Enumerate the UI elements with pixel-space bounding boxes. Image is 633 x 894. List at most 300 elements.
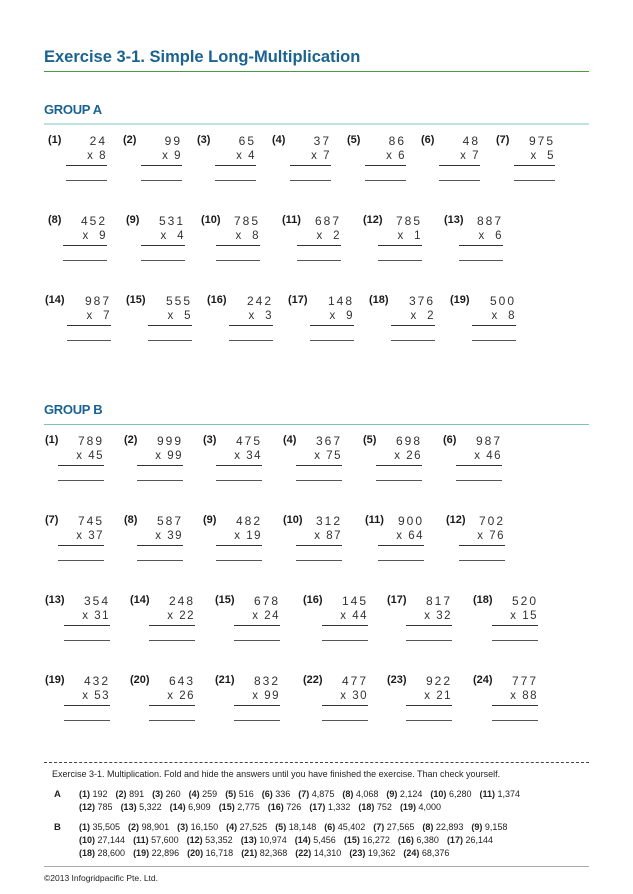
product-line [514, 165, 555, 166]
problem-number: (20) [130, 674, 150, 686]
multiplicand: 452 [80, 214, 107, 228]
answer-blank[interactable] [215, 180, 256, 181]
answer-blank[interactable] [149, 720, 195, 721]
answer-blank[interactable] [290, 180, 331, 181]
answers-b-label: B [54, 822, 61, 833]
answer-blank[interactable] [456, 480, 502, 481]
problem-number: (8) [124, 514, 138, 526]
answer-value: 28,600 [97, 848, 126, 858]
multiplicand: 242 [246, 294, 273, 308]
answer-blank[interactable] [66, 180, 107, 181]
product-line [456, 465, 502, 466]
answer-value: 10,974 [259, 835, 287, 845]
problem [283, 434, 353, 494]
answer-item [116, 789, 145, 799]
product-line [378, 545, 424, 546]
multiplicand: 65 [238, 134, 256, 148]
multiplicand: 520 [511, 594, 538, 608]
answer-number: (3) [177, 822, 189, 832]
multiplicand: 922 [425, 674, 452, 688]
problem-number: (3) [197, 134, 211, 146]
problem [124, 514, 194, 574]
problem-number: (17) [288, 294, 308, 306]
problem [130, 594, 200, 654]
answer-item [79, 789, 108, 799]
problem [45, 434, 115, 494]
multiplier: x 5 [530, 150, 555, 162]
multiplicand: 37 [313, 134, 331, 148]
product-line [141, 165, 182, 166]
problem-number: (11) [365, 514, 384, 526]
answer-item [403, 848, 449, 858]
multiplicand: 785 [233, 214, 260, 228]
problem-number: (19) [45, 674, 65, 686]
answer-item [349, 848, 395, 858]
answer-number: (12) [79, 802, 96, 812]
product-line [296, 465, 342, 466]
answer-item [79, 835, 125, 845]
multiplicand: 145 [341, 594, 368, 608]
answer-number: (8) [342, 789, 354, 799]
answer-blank[interactable] [459, 560, 505, 561]
copyright: ©2013 Infogridpacific Pte. Ltd. [44, 873, 158, 883]
product-line [63, 245, 107, 246]
multiplier: x 26 [394, 450, 422, 462]
answer-value: 6,909 [188, 802, 211, 812]
product-line [406, 625, 452, 626]
answer-item [430, 789, 471, 799]
answer-number: (24) [403, 848, 420, 858]
problem-number: (21) [215, 674, 235, 686]
product-line [216, 545, 262, 546]
multiplicand: 687 [314, 214, 341, 228]
problem-number: (24) [473, 674, 493, 686]
multiplier: x 24 [252, 610, 280, 622]
answer-item [79, 822, 120, 832]
problem [303, 674, 373, 734]
multiplier: x 7 [460, 150, 480, 162]
product-line [459, 545, 505, 546]
answer-blank[interactable] [322, 640, 368, 641]
answer-blank[interactable] [310, 340, 354, 341]
answer-item [422, 822, 463, 832]
answer-blank[interactable] [459, 260, 503, 261]
answer-value: 27,525 [239, 822, 268, 832]
problem [347, 134, 417, 194]
answer-item [295, 848, 341, 858]
product-line [149, 705, 195, 706]
answer-blank[interactable] [439, 180, 480, 181]
answer-number: (12) [186, 835, 203, 845]
multiplier: x 99 [252, 690, 280, 702]
multiplicand: 86 [388, 134, 406, 148]
answer-number: (8) [422, 822, 434, 832]
answer-number: (19) [133, 848, 150, 858]
product-line [406, 705, 452, 706]
answer-blank[interactable] [376, 480, 422, 481]
answer-value: 98,901 [141, 822, 170, 832]
product-line [459, 245, 503, 246]
problem [363, 434, 433, 494]
answer-value: 16,150 [190, 822, 219, 832]
problem [126, 294, 196, 354]
problem [446, 514, 516, 574]
multiplier: x 4 [236, 150, 256, 162]
answer-blank[interactable] [216, 560, 262, 561]
multiplicand: 24 [89, 134, 107, 148]
multiplicand: 354 [83, 594, 110, 608]
problem-number: (4) [272, 134, 286, 146]
answer-item [225, 789, 254, 799]
multiplier: x 2 [316, 230, 341, 242]
problem-number: (5) [347, 134, 361, 146]
answer-value: 1,374 [497, 789, 521, 799]
problem [288, 294, 358, 354]
product-line [365, 165, 406, 166]
product-line [149, 625, 195, 626]
problem-number: (12) [446, 514, 466, 526]
answer-value: 5,322 [139, 802, 162, 812]
problem [48, 134, 118, 194]
problem [215, 674, 285, 734]
answer-value: 785 [97, 802, 113, 812]
answer-blank[interactable] [63, 260, 107, 261]
answer-number: (9) [386, 789, 398, 799]
answer-item [309, 802, 350, 812]
multiplicand: 999 [156, 434, 183, 448]
problem-number: (18) [473, 594, 493, 606]
answer-blank[interactable] [64, 640, 110, 641]
problem-number: (15) [215, 594, 235, 606]
problem [282, 214, 352, 274]
multiplicand: 500 [489, 294, 516, 308]
answer-item [219, 802, 260, 812]
multiplicand: 555 [165, 294, 192, 308]
problem-number: (13) [45, 594, 65, 606]
problem-number: (3) [203, 434, 217, 446]
answers-b-line-2 [79, 835, 501, 845]
answer-number: (14) [294, 835, 311, 845]
answer-item [241, 848, 287, 858]
answer-number: (6) [324, 822, 336, 832]
answer-blank[interactable] [234, 640, 280, 641]
answer-item [133, 848, 179, 858]
multiplier: x 34 [234, 450, 262, 462]
answer-item [226, 822, 267, 832]
answer-value: 1,332 [327, 802, 351, 812]
answer-item [262, 789, 291, 799]
answer-value: 5,456 [313, 835, 336, 845]
answers-a-line-2 [79, 802, 449, 812]
product-line [310, 325, 354, 326]
problem-number: (15) [126, 294, 146, 306]
answer-value: 35,505 [92, 822, 121, 832]
multiplicand: 987 [84, 294, 111, 308]
product-line [216, 245, 260, 246]
answer-value: 22,896 [151, 848, 180, 858]
multiplier: x 87 [314, 530, 342, 542]
answer-blank[interactable] [406, 640, 452, 641]
answer-item [298, 789, 334, 799]
answer-item [121, 802, 162, 812]
answer-blank[interactable] [492, 640, 538, 641]
multiplier: x 45 [76, 450, 104, 462]
answer-item [447, 835, 493, 845]
answer-blank[interactable] [58, 560, 104, 561]
multiplicand: 789 [77, 434, 104, 448]
multiplier: x 9 [162, 150, 182, 162]
answer-number: (5) [275, 822, 287, 832]
product-line [141, 245, 185, 246]
answer-blank[interactable] [322, 720, 368, 721]
multiplier: x 3 [248, 310, 273, 322]
answer-number: (10) [430, 789, 447, 799]
multiplier: x 9 [82, 230, 107, 242]
problem-number: (8) [48, 214, 62, 226]
answer-number: (19) [399, 802, 416, 812]
problem-number: (2) [123, 134, 137, 146]
problem [123, 134, 193, 194]
answer-item [471, 822, 507, 832]
answer-blank[interactable] [297, 260, 341, 261]
multiplier: x 1 [397, 230, 422, 242]
answer-item [241, 835, 287, 845]
answer-item [187, 835, 233, 845]
problem-number: (6) [421, 134, 435, 146]
product-line [376, 465, 422, 466]
answer-value: 27,144 [97, 835, 126, 845]
multiplier: x 32 [424, 610, 452, 622]
problem [215, 594, 285, 654]
answer-value: 14,310 [313, 848, 342, 858]
answer-blank[interactable] [472, 340, 516, 341]
answer-item [170, 802, 211, 812]
problem [201, 214, 271, 274]
multiplicand: 975 [528, 134, 555, 148]
problem-number: (10) [201, 214, 221, 226]
answer-blank[interactable] [141, 260, 185, 261]
answer-number: (16) [397, 835, 414, 845]
answer-item [189, 789, 218, 799]
product-line [234, 625, 280, 626]
multiplier: x 4 [160, 230, 185, 242]
problem [473, 594, 543, 654]
answer-blank[interactable] [365, 180, 406, 181]
answer-item [398, 835, 439, 845]
answer-number: (15) [218, 802, 235, 812]
answer-blank[interactable] [141, 180, 182, 181]
product-line [229, 325, 273, 326]
answer-item [133, 835, 179, 845]
problem [450, 294, 520, 354]
problem-number: (13) [444, 214, 464, 226]
answer-number: (17) [309, 802, 326, 812]
answer-value: 192 [92, 789, 108, 799]
answer-value: 53,352 [205, 835, 233, 845]
answer-blank[interactable] [148, 340, 192, 341]
answer-blank[interactable] [391, 340, 435, 341]
answer-number: (14) [169, 802, 186, 812]
answer-blank[interactable] [296, 480, 342, 481]
answers-intro: Exercise 3-1. Multiplication. Fold and hide the answers until you have finished the exercise. Than check yourself. [52, 769, 501, 779]
multiplicand: 643 [168, 674, 195, 688]
problem-number: (23) [387, 674, 407, 686]
multiplicand: 367 [315, 434, 342, 448]
answer-blank[interactable] [67, 340, 111, 341]
title-divider [44, 71, 589, 72]
answer-number: (13) [120, 802, 137, 812]
problem [203, 514, 273, 574]
problem [45, 674, 115, 734]
product-line [472, 325, 516, 326]
multiplicand: 587 [156, 514, 183, 528]
multiplier: x 31 [82, 610, 110, 622]
answer-blank[interactable] [492, 720, 538, 721]
multiplicand: 248 [168, 594, 195, 608]
answer-value: 4,875 [311, 789, 335, 799]
multiplier: x 8 [87, 150, 107, 162]
problem-number: (1) [48, 134, 62, 146]
multiplier: x 6 [478, 230, 503, 242]
problem [130, 674, 200, 734]
answer-blank[interactable] [514, 180, 555, 181]
problem [496, 134, 566, 194]
answer-item [344, 835, 390, 845]
problem-number: (16) [207, 294, 227, 306]
answer-blank[interactable] [137, 560, 183, 561]
multiplier: x 5 [167, 310, 192, 322]
multiplicand: 475 [235, 434, 262, 448]
multiplier: x 53 [82, 690, 110, 702]
answer-blank[interactable] [378, 560, 424, 561]
answer-number: (22) [295, 848, 312, 858]
multiplier: x 64 [396, 530, 424, 542]
product-line [215, 165, 256, 166]
answer-number: (10) [79, 835, 96, 845]
product-line [391, 325, 435, 326]
product-line [378, 245, 422, 246]
problem [45, 514, 115, 574]
answer-item [479, 789, 520, 799]
answer-value: 6,280 [448, 789, 472, 799]
answer-value: 16,718 [205, 848, 234, 858]
problem-number: (7) [45, 514, 59, 526]
problem [45, 294, 115, 354]
answer-blank[interactable] [378, 260, 422, 261]
problem-number: (16) [303, 594, 323, 606]
answer-value: 27,565 [386, 822, 415, 832]
product-line [322, 705, 368, 706]
answers-b-line-3 [79, 848, 457, 858]
fold-line [44, 762, 589, 763]
multiplier: x 2 [410, 310, 435, 322]
answer-item [79, 802, 113, 812]
multiplier: x 26 [167, 690, 195, 702]
answer-value: 4,000 [418, 802, 441, 812]
problem-number: (11) [282, 214, 301, 226]
footer-divider [44, 866, 589, 867]
answer-value: 19,362 [367, 848, 396, 858]
multiplier: x 19 [234, 530, 262, 542]
problem [48, 214, 118, 274]
answer-number: (3) [152, 789, 164, 799]
answer-blank[interactable] [137, 480, 183, 481]
answer-value: 259 [202, 789, 218, 799]
multiplicand: 887 [476, 214, 503, 228]
multiplicand: 832 [253, 674, 280, 688]
product-line [67, 325, 111, 326]
answer-number: (13) [240, 835, 257, 845]
product-line [290, 165, 331, 166]
problem [387, 594, 457, 654]
answer-number: (23) [349, 848, 366, 858]
answers-a-label: A [54, 789, 61, 800]
multiplier: x 6 [386, 150, 406, 162]
multiplier: x 37 [76, 530, 104, 542]
answer-blank[interactable] [216, 260, 260, 261]
answer-blank[interactable] [296, 560, 342, 561]
answer-number: (18) [79, 848, 96, 858]
answer-blank[interactable] [149, 640, 195, 641]
group-a-divider [44, 123, 589, 125]
problem [303, 594, 373, 654]
answer-blank[interactable] [216, 480, 262, 481]
product-line [492, 625, 538, 626]
answer-number: (18) [358, 802, 375, 812]
answer-number: (6) [261, 789, 273, 799]
answer-blank[interactable] [229, 340, 273, 341]
group-b-heading: GROUP B [44, 402, 103, 417]
answer-value: 18,148 [288, 822, 317, 832]
answer-value: 16,272 [362, 835, 390, 845]
problem-number: (7) [496, 134, 510, 146]
multiplicand: 678 [253, 594, 280, 608]
problem [443, 434, 513, 494]
product-line [64, 625, 110, 626]
answer-value: 2,124 [399, 789, 423, 799]
product-line [58, 465, 104, 466]
answer-number: (11) [479, 789, 495, 799]
multiplicand: 432 [83, 674, 110, 688]
answer-value: 82,368 [259, 848, 288, 858]
group-a-heading: GROUP A [44, 102, 102, 117]
problem-number: (17) [387, 594, 407, 606]
answer-item [187, 848, 233, 858]
problem-number: (1) [45, 434, 59, 446]
answer-blank[interactable] [58, 480, 104, 481]
problem [272, 134, 342, 194]
problem-number: (5) [363, 434, 377, 446]
answer-blank[interactable] [64, 720, 110, 721]
problem [369, 294, 439, 354]
problem-number: (4) [283, 434, 297, 446]
product-line [492, 705, 538, 706]
answer-item [177, 822, 218, 832]
product-line [439, 165, 480, 166]
answer-blank[interactable] [234, 720, 280, 721]
multiplier: x 44 [340, 610, 368, 622]
multiplicand: 531 [158, 214, 185, 228]
problem-number: (9) [203, 514, 217, 526]
answer-number: (1) [79, 822, 90, 832]
product-line [297, 245, 341, 246]
problem-number: (9) [126, 214, 140, 226]
answer-blank[interactable] [406, 720, 452, 721]
multiplier: x 76 [477, 530, 505, 542]
problem [124, 434, 194, 494]
page-title: Exercise 3-1. Simple Long-Multiplication [44, 48, 361, 66]
answer-value: 516 [238, 789, 254, 799]
